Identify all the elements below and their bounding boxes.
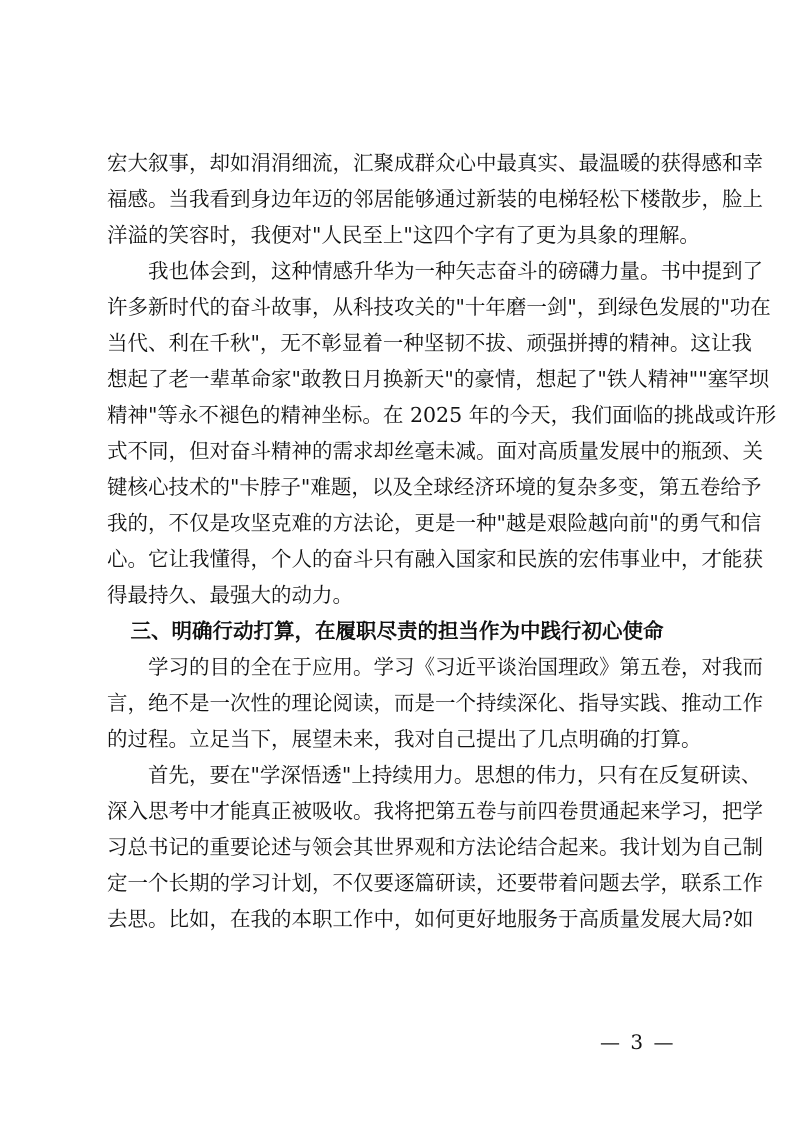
paragraph-line: 言，绝不是一次性的理论阅读，而是一个持续深化、指导实践、推动工作 [107, 691, 763, 715]
paragraph-line: 洋溢的笑容时，我便对"人民至上"这四个字有了更为具象的理解。 [107, 223, 700, 247]
paragraph-line: 我的，不仅是攻坚克难的方法论，更是一种"越是艰险越向前"的勇气和信 [107, 511, 762, 535]
paragraph-line: 学习的目的全在于应用。学习《习近平谈治国理政》第五卷，对我而 [107, 655, 763, 679]
paragraph-line: 心。它让我懂得，个人的奋斗只有融入国家和民族的宏伟事业中，才能获 [107, 547, 763, 571]
paragraph-line: 当代、利在千秋"，无不彰显着一种坚韧不拔、顽强拼搏的精神。这让我 [107, 331, 752, 355]
paragraph-line: 深入思考中才能真正被吸收。我将把第五卷与前四卷贯通起来学习，把学 [107, 799, 763, 823]
paragraph-line: 式不同，但对奋斗精神的需求却丝毫未减。面对高质量发展中的瓶颈、关 [107, 439, 763, 463]
paragraph-line: 想起了老一辈革命家"敢教日月换新天"的豪情，想起了"铁人精神""塞罕坝 [107, 367, 770, 391]
paragraph-line: 福感。当我看到身边年迈的邻居能够通过新装的电梯轻松下楼散步，脸上 [107, 187, 763, 211]
page-number: — 3 — [600, 1030, 676, 1054]
paragraph-line: 去思。比如，在我的本职工作中，如何更好地服务于高质量发展大局?如 [107, 907, 754, 931]
paragraph-line: 许多新时代的奋斗故事，从科技攻关的"十年磨一剑"，到绿色发展的"功在 [107, 295, 771, 319]
paragraph-line: 习总书记的重要论述与领会其世界观和方法论结合起来。我计划为自己制 [107, 835, 763, 859]
paragraph-line: 首先，要在"学深悟透"上持续用力。思想的伟力，只有在反复研读、 [107, 763, 762, 787]
paragraph-line: 我也体会到，这种情感升华为一种矢志奋斗的磅礴力量。书中提到了 [107, 259, 763, 283]
paragraph-line: 键核心技术的"卡脖子"难题，以及全球经济环境的复杂多变，第五卷给予 [107, 475, 762, 499]
section-heading: 三、明确行动打算，在履职尽责的担当作为中践行初心使命 [130, 619, 664, 643]
paragraph-line: 定一个长期的学习计划，不仅要逐篇研读，还要带着问题去学，联系工作 [107, 871, 763, 895]
paragraph-line: 的过程。立足当下，展望未来，我对自己提出了几点明确的打算。 [107, 727, 702, 751]
paragraph-line: 精神"等永不褪色的精神坐标。在 2025 年的今天，我们面临的挑战或许形 [107, 403, 777, 427]
paragraph-line: 得最持久、最强大的动力。 [107, 583, 353, 607]
paragraph-line: 宏大叙事，却如涓涓细流，汇聚成群众心中最真实、最温暖的获得感和幸 [107, 151, 763, 175]
